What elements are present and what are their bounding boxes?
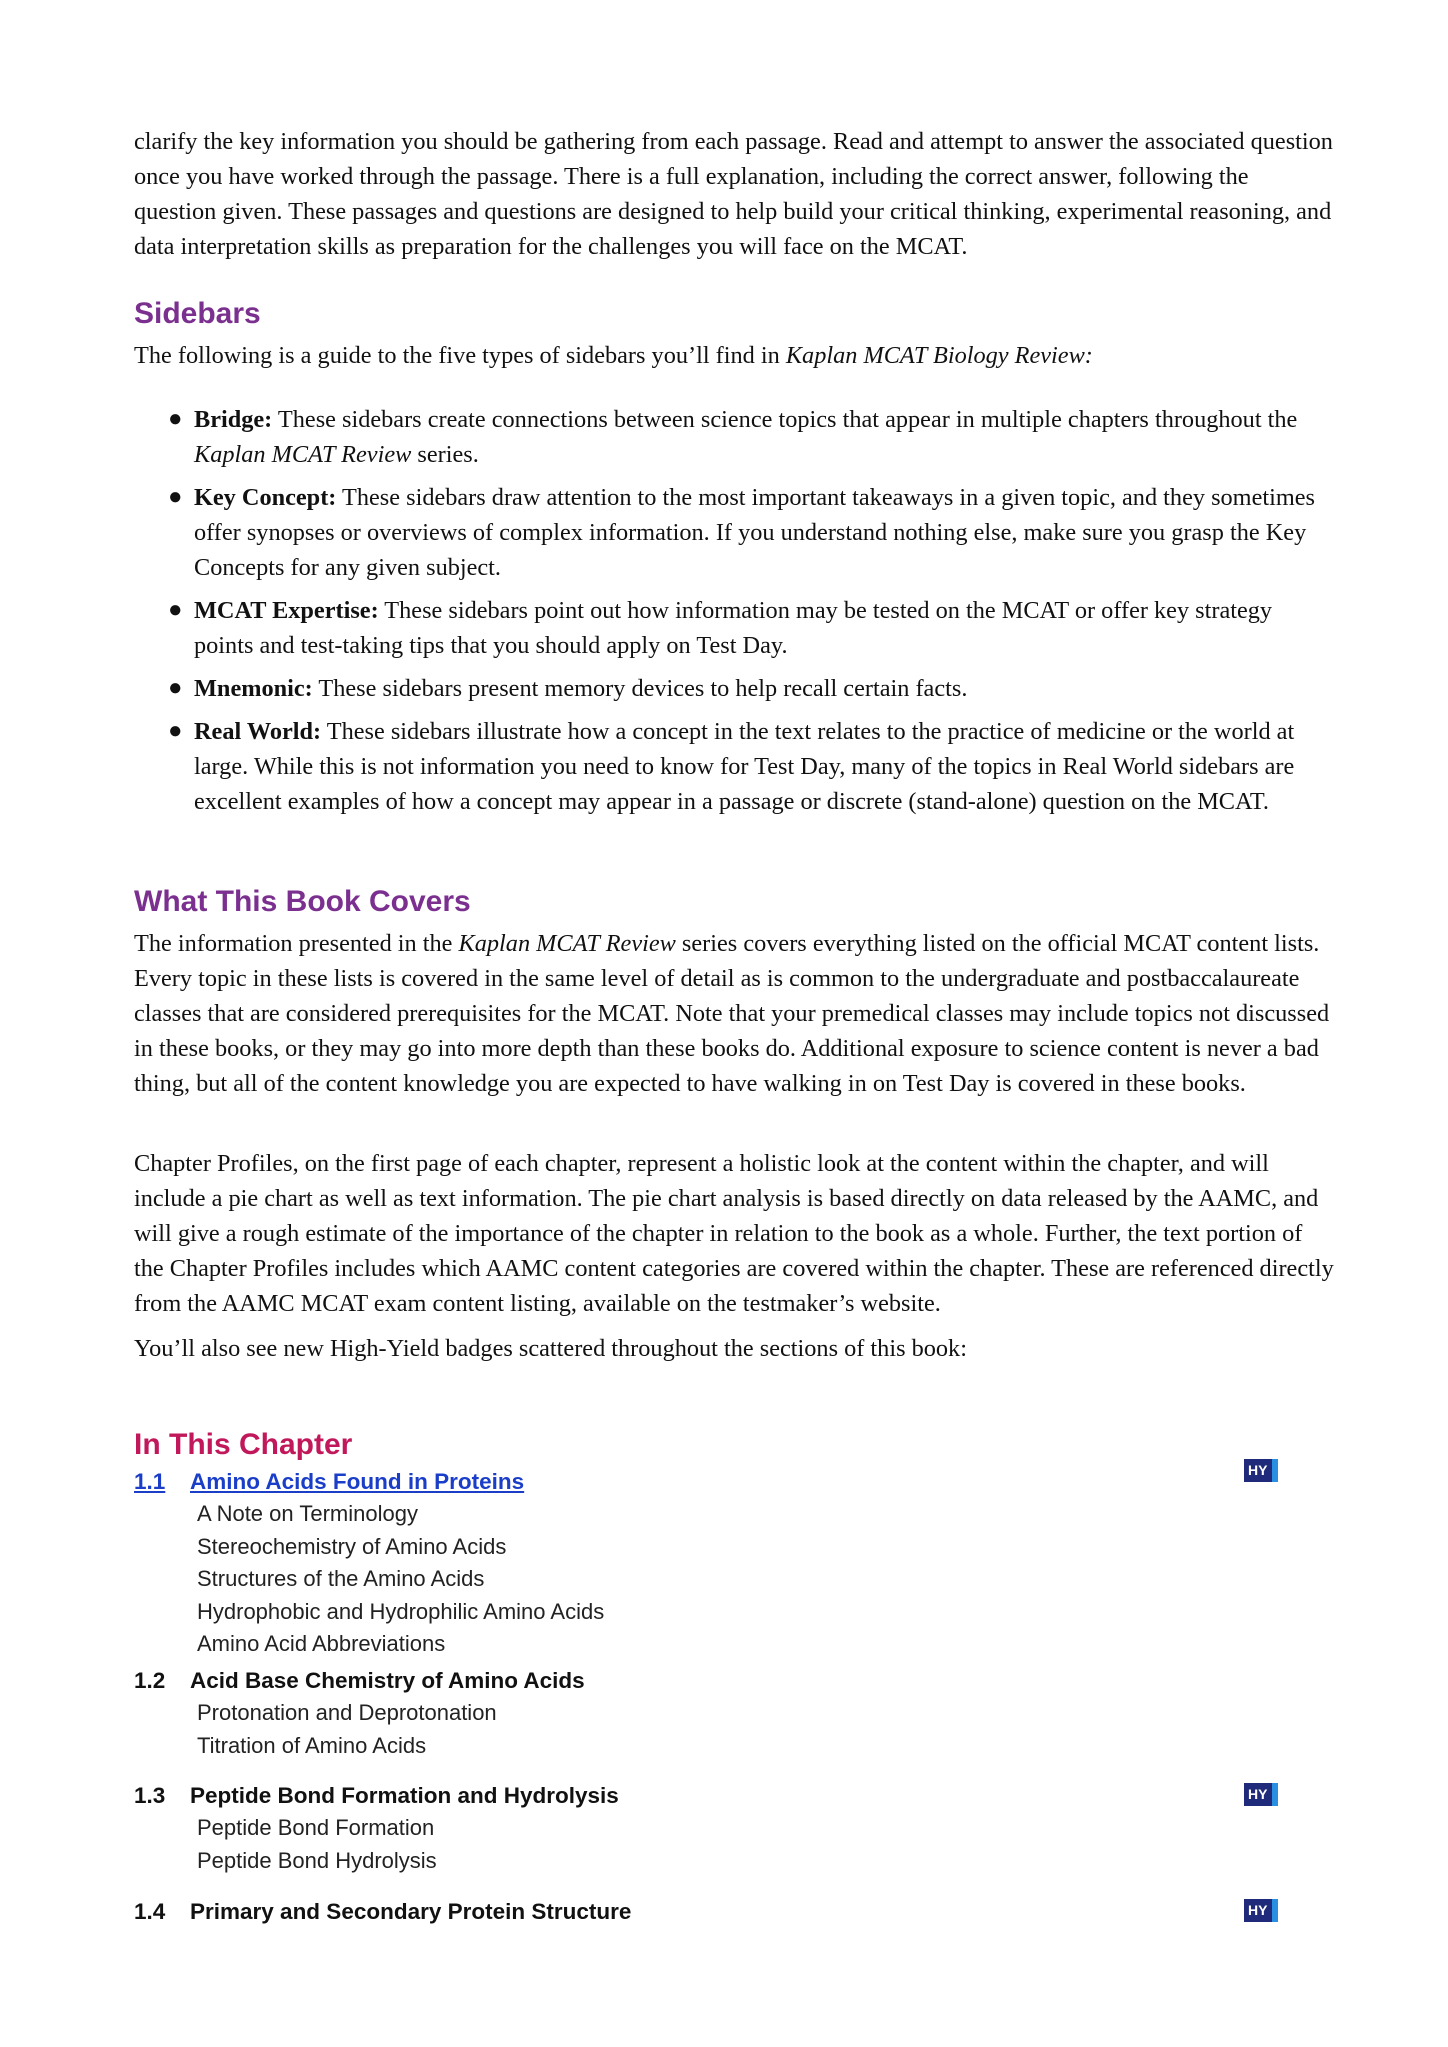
covers-p1-book-title: Kaplan MCAT Review xyxy=(458,930,676,957)
list-item xyxy=(134,593,1334,663)
intro-paragraph: clarify the key information you should be gathering from each passage. Read and attempt to answer the associated question once you have worked through the passage. There is a full explanation, including the correct answer, following the question given. These passages and questions are designed to help build your critical thinking, experimental reasoning, and data interpretation skills as preparation for the challenges you will face on the MCAT. xyxy=(134,128,1333,260)
section-number: 1.2 xyxy=(134,1668,166,1693)
section-title: Peptide Bond Formation and Hydrolysis xyxy=(190,1783,619,1808)
sidebar-desc-end: series. xyxy=(411,441,479,468)
list-item xyxy=(134,480,1334,585)
toc-subsection: Structures of the Amino Acids xyxy=(197,1566,485,1591)
sidebars-intro-book-title: Kaplan MCAT Biology Review: xyxy=(785,342,1093,369)
covers-heading: What This Book Covers xyxy=(134,885,471,918)
bullet-icon: ● xyxy=(168,597,183,623)
list-item xyxy=(134,714,1334,819)
sidebars-intro xyxy=(134,338,1334,373)
section-title: Primary and Secondary Protein Structure xyxy=(190,1899,632,1924)
toc-section-title xyxy=(134,1665,1334,1697)
toc-subsection: Protonation and Deprotonation xyxy=(197,1700,497,1725)
sidebar-desc: These sidebars draw attention to the most important takeaways in a given topic, and they sometimes offer synopses or overviews of complex information. If you understand nothing else, make sure you grasp the Key Concepts for any given subject. xyxy=(194,484,1316,581)
sidebar-desc: These sidebars present memory devices to help recall certain facts. xyxy=(312,675,968,702)
toc-section-title xyxy=(134,1780,1334,1812)
bullet-icon: ● xyxy=(168,675,183,701)
section-number: 1.4 xyxy=(134,1899,166,1924)
sidebar-term: Key Concept: xyxy=(194,484,337,511)
toc-subsection: Hydrophobic and Hydrophilic Amino Acids xyxy=(197,1598,605,1624)
toc-section-1-3 xyxy=(134,1780,1334,1877)
high-yield-badge: HY xyxy=(1244,1899,1278,1922)
toc-section-link[interactable] xyxy=(134,1466,1334,1498)
toc-section-1-1 xyxy=(134,1466,1334,1661)
in-this-chapter-heading: In This Chapter xyxy=(134,1428,353,1461)
section-number: 1.3 xyxy=(134,1783,166,1808)
toc-subsection: A Note on Terminology xyxy=(197,1501,418,1526)
bullet-icon: ● xyxy=(168,718,183,744)
toc-subsection: Peptide Bond Hydrolysis xyxy=(197,1847,437,1873)
covers-p1-rest: series covers everything listed on the official MCAT content lists. Every topic in these lists is covered in the same level of detail as is common to the undergraduate and postbaccalaureate classes that are considered prerequisites for the MCAT. Note that your premedical classes may include topics not discussed in these books, or they may go into more depth than these books do. Additional exposure to science content is never a bad thing, but all of the content knowledge you are expected to have walking in on Test Day is covered in these books. xyxy=(134,930,1330,1097)
sidebar-desc-italic: Kaplan MCAT Review xyxy=(194,441,412,468)
toc-subsection: Titration of Amino Acids xyxy=(197,1732,427,1758)
covers-paragraph-3: You’ll also see new High-Yield badges scattered throughout the sections of this book: xyxy=(134,1335,967,1362)
list-item xyxy=(134,402,1334,472)
bullet-icon: ● xyxy=(168,484,183,510)
sidebar-term: Mnemonic: xyxy=(194,675,313,702)
toc-section-1-2 xyxy=(134,1665,1334,1762)
sidebar-desc: These sidebars illustrate how a concept in the text relates to the practice of medicine or the world at large. While this is not information you need to know for Test Day, many of the topics in Real World sidebars are excellent examples of how a concept may appear in a passage or discrete (stand-alone) question on the MCAT. xyxy=(194,718,1295,815)
list-item xyxy=(134,671,1334,706)
sidebar-desc: These sidebars point out how information may be tested on the MCAT or offer key strategy points and test-taking tips that you should apply on Test Day. xyxy=(194,597,1273,659)
sidebars-intro-text: The following is a guide to the five types of sidebars you’ll find in xyxy=(134,342,786,369)
section-title: Amino Acids Found in Proteins xyxy=(190,1469,525,1494)
sidebar-term: MCAT Expertise: xyxy=(194,597,379,624)
high-yield-badge: HY xyxy=(1244,1783,1278,1806)
toc-subsection: Peptide Bond Formation xyxy=(197,1815,435,1840)
sidebar-term: Bridge: xyxy=(194,406,273,433)
high-yield-badge: HY xyxy=(1244,1459,1278,1482)
sidebar-desc: These sidebars create connections between science topics that appear in multiple chapters throughout the xyxy=(272,406,1298,433)
bullet-icon: ● xyxy=(168,406,183,432)
section-number: 1.1 xyxy=(134,1469,166,1494)
sidebar-term: Real World: xyxy=(194,718,322,745)
toc-section-1-4 xyxy=(134,1896,1334,1928)
sidebars-heading: Sidebars xyxy=(134,297,261,330)
toc-subsection: Amino Acid Abbreviations xyxy=(197,1631,446,1656)
covers-p1-start: The information presented in the xyxy=(134,930,459,957)
covers-paragraph-2: Chapter Profiles, on the first page of each chapter, represent a holistic look at the content within the chapter, and will include a pie chart as well as text information. The pie chart analysis is based directly on data released by the AAMC, and will give a rough estimate of the importance of the chapter in relation to the book as a whole. Further, the text portion of the Chapter Profiles includes which AAMC content categories are covered within the chapter. These are referenced directly from the AAMC MCAT exam content listing, available on the testmaker’s website. xyxy=(134,1150,1334,1317)
covers-paragraph-1 xyxy=(134,926,1334,1101)
section-title: Acid Base Chemistry of Amino Acids xyxy=(190,1668,585,1693)
toc-section-title xyxy=(134,1896,1334,1928)
sidebar-types-list xyxy=(134,402,1334,827)
toc-subsection: Stereochemistry of Amino Acids xyxy=(197,1533,507,1559)
